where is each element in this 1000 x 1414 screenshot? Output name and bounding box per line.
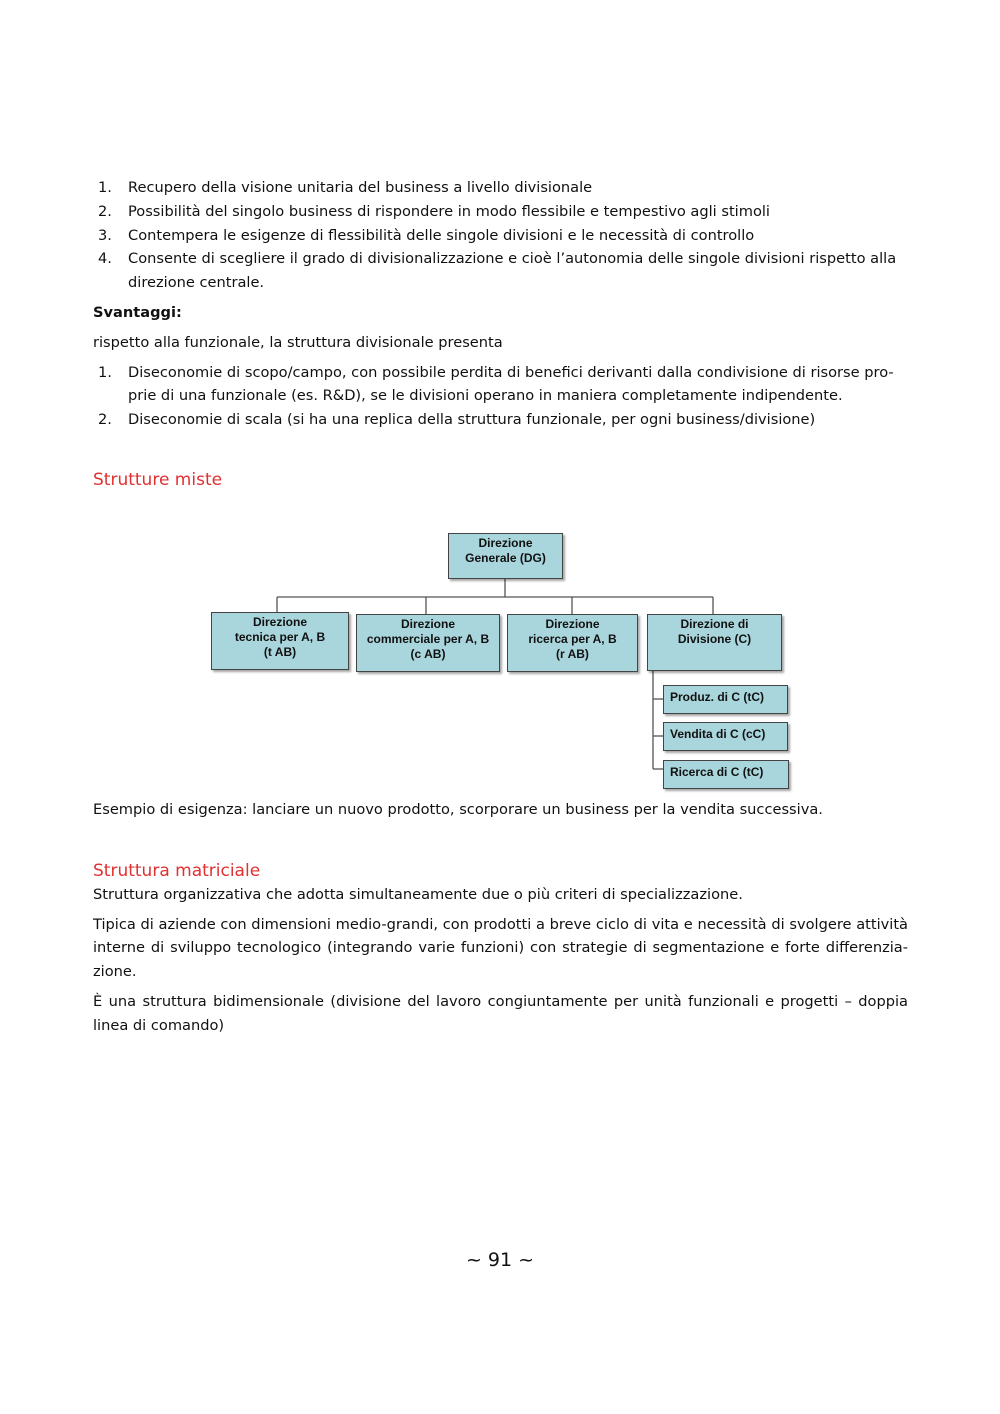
section-heading-mixed: Strutture miste (93, 469, 223, 490)
list-item: 1. Recupero della visione unitaria del business a livello divisionale (98, 179, 593, 196)
org-box-research-c: Ricerca di C (tC) (663, 760, 789, 789)
org-chart (205, 530, 795, 795)
list-item: 2. Possibilità del singolo business di rispondere in modo flessibile e tempestivo agli stimoli (98, 202, 770, 220)
mixed-example-text: Esempio di esigenza: lanciare un nuovo prodotto, scorporare un business per la vendita successiva. (93, 800, 823, 818)
org-box-research-direction: Direzione ricerca per A, B (r AB) (507, 614, 638, 672)
matrix-paragraph-1: Struttura organizzativa che adotta simultaneamente due o più criteri di specializzazione. (93, 885, 743, 903)
disadvantages-label: Svantaggi: (93, 303, 182, 321)
list-item: 1. Diseconomie di scopo/campo, con possibile perdita di benefici derivanti dalla condivisione di risorse pro-prie di una funzionale (es. R&D), se le divisioni operano in maniera completamente indipendente. (98, 363, 894, 405)
org-box-general-direction: Direzione Generale (DG) (448, 533, 563, 579)
matrix-paragraph-2: Tipica di aziende con dimensioni medio-grandi, con prodotti a breve ciclo di vita e necessità di svolgere attività interne di sviluppo tecnologico (integrando varie funzioni) con strategie di segmentazione e forte differenzia-zione. (93, 915, 908, 981)
matrix-paragraph-3: È una struttura bidimensionale (divisione del lavoro congiuntamente per unità funzionali e progetti – doppia linea di comando) (93, 992, 908, 1034)
org-box-commercial-direction: Direzione commerciale per A, B (c AB) (356, 614, 500, 672)
org-box-technical-direction: Direzione tecnica per A, B (t AB) (211, 612, 349, 670)
org-box-division-direction: Direzione di Divisione (C) (647, 614, 782, 671)
org-box-production-c: Produz. di C (tC) (663, 685, 788, 714)
list-item: 3. Contempera le esigenze di flessibilità delle singole divisioni e le necessità di controllo (98, 226, 755, 244)
list-item: 2. Diseconomie di scala (si ha una replica della struttura funzionale, per ogni business/divisione) (98, 411, 816, 429)
disadvantages-list (93, 361, 908, 432)
page-number: ~ 91 ~ (465, 1249, 535, 1271)
org-box-sales-c: Vendita di C (cC) (663, 722, 788, 751)
list-item: 4. Consente di scegliere il grado di divisionalizzazione e cioè l’autonomia delle singole divisioni rispetto alla direzione centrale. (98, 250, 897, 292)
section-heading-matrix: Struttura matriciale (93, 860, 261, 881)
advantages-list (93, 176, 908, 295)
disadvantages-intro: rispetto alla funzionale, la struttura divisionale presenta (93, 333, 503, 351)
